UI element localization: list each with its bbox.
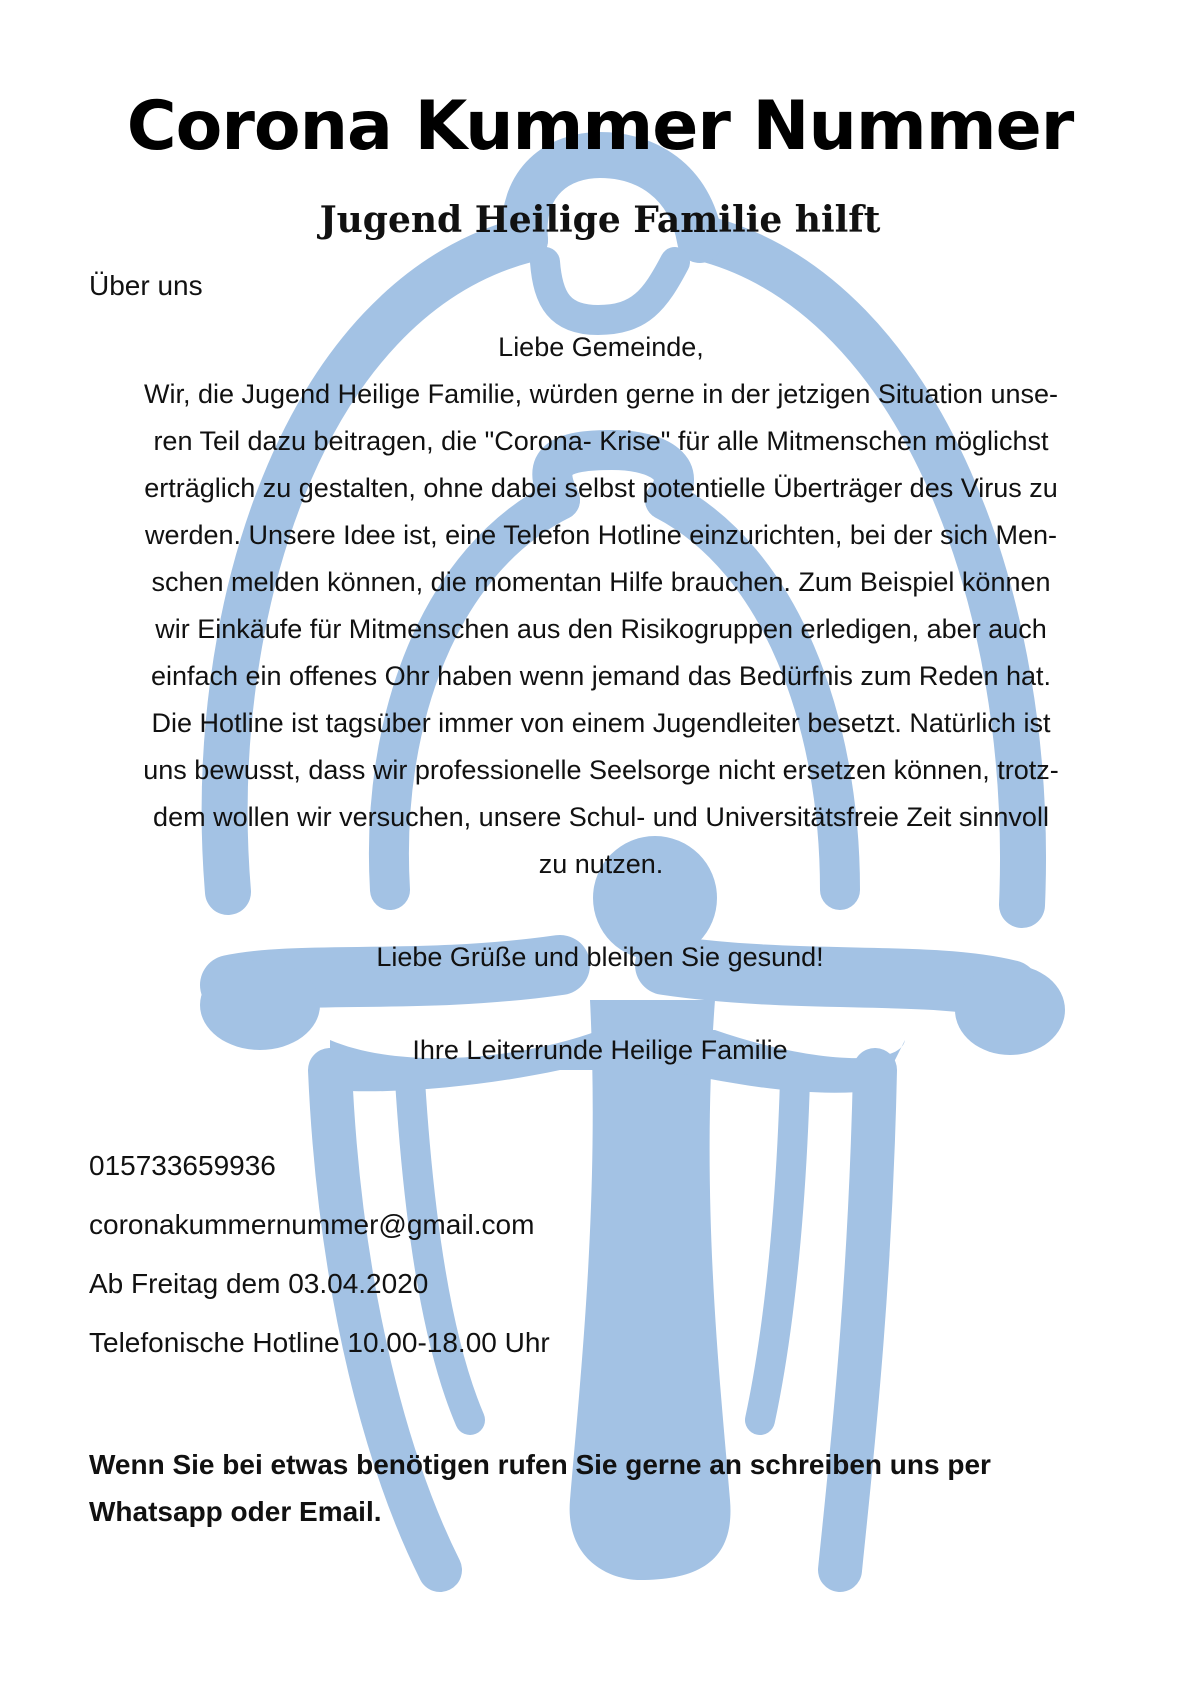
letter-line: erträglich zu gestalten, ohne dabei selbst potentielle Überträger des Virus zu [144, 473, 1058, 503]
contact-info [89, 1146, 550, 1382]
letter-line: Die Hotline ist tagsüber immer von einem Jugendleiter besetzt. Natürlich ist [151, 708, 1051, 738]
letter-line: Liebe Gemeinde, [498, 332, 704, 362]
email-address [89, 1205, 550, 1245]
letter-signature: Ihre Leiterrunde Heilige Familie [412, 1035, 788, 1065]
cta-line: Wenn Sie bei etwas benötigen rufen Sie gerne an schreiben uns per [89, 1449, 991, 1480]
letter-line: Wir, die Jugend Heilige Familie, würden gerne in der jetzigen Situation unse- [144, 379, 1058, 409]
email-link[interactable]: coronakummernummer@gmail.com [89, 1209, 535, 1240]
hotline-hours: Telefonische Hotline 10.00-18.00 Uhr [89, 1327, 550, 1358]
letter-line: werden. Unsere Idee ist, eine Telefon Hotline einzurichten, bei der sich Men- [144, 520, 1057, 550]
letter-line: wir Einkäufe für Mitmenschen aus den Risikogruppen erledigen, aber auch [155, 614, 1047, 644]
letter-line: ren Teil dazu beitragen, die "Corona- Krise" für alle Mitmenschen möglichst [153, 426, 1049, 456]
page-subtitle: Jugend Heilige Familie hilft [319, 199, 881, 241]
cta-line: Whatsapp oder Email. [89, 1496, 382, 1527]
call-to-action [89, 1441, 1089, 1535]
letter-line: schen melden können, die momentan Hilfe brauchen. Zum Beispiel können [151, 567, 1051, 597]
letter-line: uns bewusst, dass wir professionelle Seelsorge nicht ersetzen können, trotz- [143, 755, 1059, 785]
letter-line: zu nutzen. [538, 849, 664, 879]
letter-closing: Liebe Grüße und bleiben Sie gesund! [376, 942, 824, 972]
letter-line: dem wollen wir versuchen, unsere Schul- und Universitätsfreie Zeit sinnvoll [153, 802, 1049, 832]
letter-line: einfach ein offenes Ohr haben wenn jemand das Bedürfnis zum Reden hat. [150, 661, 1052, 691]
letter-body [90, 324, 1112, 888]
page-title: Corona Kummer Nummer [126, 87, 1074, 166]
start-date: Ab Freitag dem 03.04.2020 [89, 1268, 429, 1299]
section-heading: Über uns [89, 270, 203, 301]
phone-number[interactable]: 015733659936 [89, 1150, 276, 1181]
